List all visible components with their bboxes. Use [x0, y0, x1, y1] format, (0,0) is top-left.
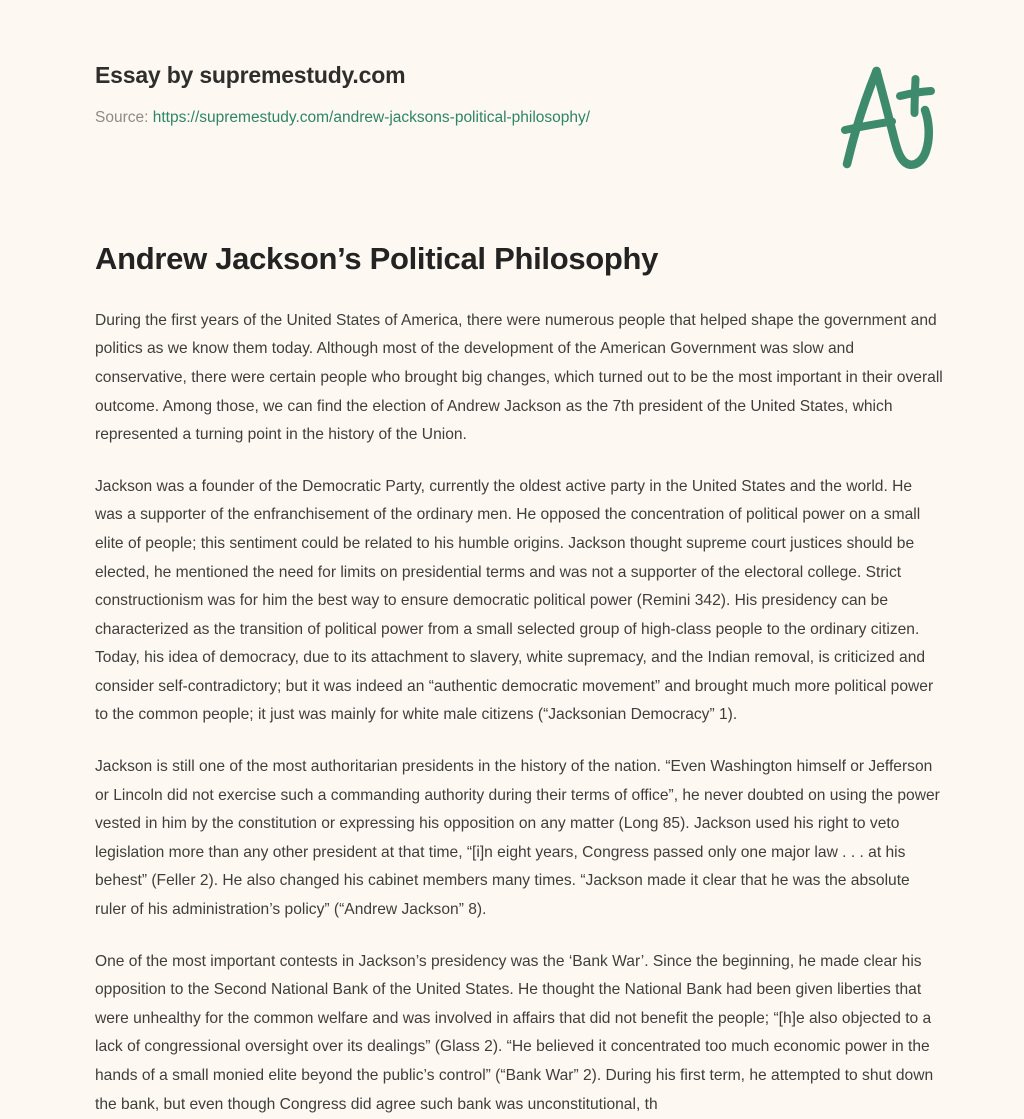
page-title: Andrew Jackson’s Political Philosophy [95, 241, 659, 276]
paragraph: One of the most important contests in Jackson’s presidency was the ‘Bank War’. Since the beginning, he made clear his opposition to the Second National Bank of the United States. He thought the National Bank had been given liberties that were unhealthy for the common welfare and was involved in affairs that did not benefit the people; “[h]e also objected to a lack of congressional oversight over its dealings” (Glass 2). “He believed it concentrated too much economic power in the hands of a small monied elite beyond the public’s control” (“Bank War” 2). During his first term, he attempted to shut down the bank, but even though Congress did agree such bank was unconstitutional, th [95, 952, 934, 1113]
paragraph: Jackson was a founder of the Democratic Party, currently the oldest active party in the United States and the world. He was a supporter of the enfranchisement of the ordinary men. He opposed the concentration of political power on a small elite of people; this sentiment could be related to his humble origins. Jackson thought supreme court justices should be elected, he mentioned the need for limits on presidential terms and was not a supporter of the electoral college. Strict constructionism was for him the best way to ensure democratic political power (Remini 342). His presidency can be characterized as the transition of political power from a small selected group of high-class people to the ordinary citizen. Today, his idea of democracy, due to its attachment to slavery, white supremacy, and the Indian removal, is criticized and consider self-contradictory; but it was indeed an “authentic democratic movement” and brought much more political power to the common people; it just was mainly for white male citizens (“Jacksonian Democracy” 1). [95, 477, 934, 724]
site-brand: Essay by supremestudy.com [95, 62, 406, 88]
a-plus-logo-icon [830, 58, 950, 176]
site-header [95, 62, 944, 128]
paragraph: During the first years of the United States of America, there were numerous people that helped shape the government and politics as we know them today. Although most of the development of the American Government was slow and conservative, there were certain people who brought big changes, which turned out to be the most important in their overall outcome. Among those, we can find the election of Andrew Jackson as the 7th president of the United States, which represented a turning point in the history of the Union. [95, 311, 943, 444]
article [95, 240, 943, 1119]
a-plus-logo[interactable] [830, 58, 950, 176]
source-label: Source: [95, 108, 149, 126]
article-body [95, 307, 943, 1119]
source-line [95, 108, 944, 128]
paragraph: Jackson is still one of the most authoritarian presidents in the history of the nation. “Even Washington himself or Jefferson or Lincoln did not exercise such a commanding authority during their terms of office”, he never doubted on using the power vested in him by the constitution or expressing his opposition on any matter (Long 85). Jackson used his right to veto legislation more than any other president at that time, “[i]n eight years, Congress passed only one major law . . . at his behest” (Feller 2). He also changed his cabinet members many times. “Jackson made it clear that he was the absolute ruler of his administration’s policy” (“Andrew Jackson” 8). [95, 758, 940, 919]
source-url-link[interactable]: https://supremestudy.com/andrew-jacksons-political-philosophy/ [152, 108, 591, 126]
